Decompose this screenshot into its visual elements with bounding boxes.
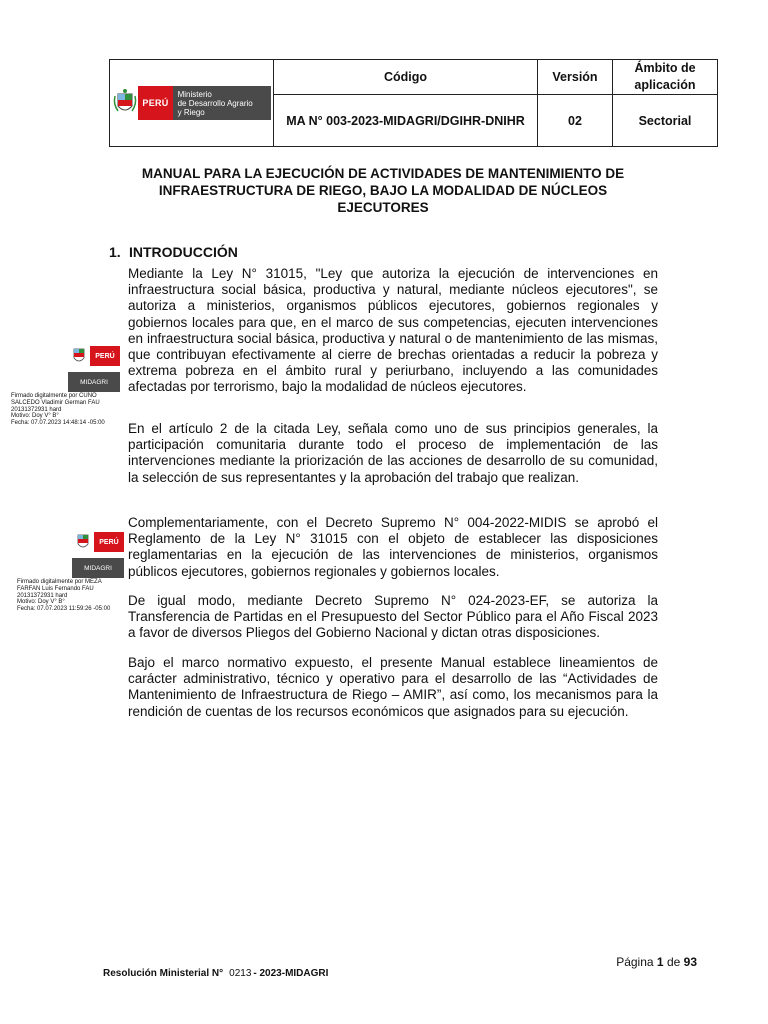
header-table — [109, 59, 718, 147]
entity-label: MIDAGRI — [68, 372, 120, 392]
digital-signature-2 — [17, 579, 129, 613]
title-line: MANUAL PARA LA EJECUCIÓN DE ACTIVIDADES DE MANTENIMIENTO DE — [141, 166, 625, 181]
ministry-name — [173, 86, 271, 120]
version-value: 02 — [538, 95, 613, 147]
page-number — [616, 955, 697, 969]
version-header: Versión — [538, 60, 613, 95]
signature-line: SALCEDO Vladimir German FAU — [11, 399, 100, 406]
resolution-footer — [103, 968, 328, 979]
ministry-line: de Desarrollo Agrario — [177, 98, 253, 108]
signature-line: 20131372931 hard — [17, 592, 68, 599]
page-current: 1 — [656, 955, 664, 969]
peru-label: PERÚ — [90, 346, 120, 366]
document-title — [118, 165, 648, 216]
paragraph-article-2: En el artículo 2 de la citada Ley, señala como uno de sus principios generales, la participación comunitaria durante todo el proceso de implementación de las intervenciones mediante la priorización de las acciones de desarrollo de su comunidad, la selección de sus representantes y la aprobación del trabajo que realizan. — [128, 421, 658, 485]
page-total: 93 — [683, 955, 697, 969]
section-title: INTRODUCCIÓN — [129, 244, 238, 260]
title-line: EJECUTORES — [337, 200, 429, 215]
ministry-logo-cell — [110, 60, 274, 147]
coat-of-arms-icon — [72, 532, 94, 552]
scope-header: Ámbito de aplicación — [613, 60, 718, 95]
coat-of-arms-icon — [112, 86, 138, 120]
signature-line: 20131372931 hard — [11, 406, 62, 413]
signature-line: Motivo: Doy V° B° — [17, 599, 65, 606]
paragraph-decree-004: Complementariamente, con el Decreto Supremo N° 004-2022-MIDIS se aprobó el Reglamento de la Ley N° 31015 con el objeto de establecer las disposiciones reglamentarias en la ejecución de las intervenciones de ministerios, organismos públicos ejecutores, gobiernos regionales y gobiernos locales. — [128, 515, 658, 579]
section-number: 1. — [109, 244, 121, 260]
page-of: de — [666, 955, 681, 969]
section-heading — [109, 244, 238, 260]
signature-line: Motivo: Doy V° B° — [11, 413, 59, 420]
coat-of-arms-icon — [68, 346, 90, 366]
paragraph-intro: Mediante la Ley N° 31015, "Ley que autoriza la ejecución de intervenciones en infraestructura social básica, productiva y natural, mediante núcleos ejecutores", se autoriza a ministerios, organismos públicos ejecutores, gobiernos regionales y gobiernos locales para que, en el marco de sus competencias, ejecuten intervenciones en infraestructura social básica, productiva y natural o de mantenimiento de las mismas, que contribuyan efectivamente al cierre de brechas orientadas a reducir la pobreza y extrema pobreza en el ámbito rural y periurbano, incluyendo a las comunidades afectadas por terrorismo, bajo la modalidad de núcleos ejecutores. — [128, 266, 658, 395]
paragraph-decree-024: De igual modo, mediante Decreto Supremo N° 024-2023-EF, se autoriza la Transferencia de Partidas en el Presupuesto del Sector Público para el Año Fiscal 2023 a favor de diversos Pliegos del Gobierno Nacional y dictan otras disposiciones. — [128, 593, 658, 641]
peru-label: PERÚ — [138, 86, 172, 120]
signature-line: Firmado digitalmente por CUNO — [11, 393, 97, 399]
ministry-line: y Riego — [177, 107, 205, 117]
ministry-logo — [113, 60, 270, 146]
entity-label: MIDAGRI — [72, 558, 124, 578]
signature-line: FARFAN Luis Fernando FAU — [17, 585, 94, 592]
digital-signature-1 — [11, 393, 123, 427]
resolution-label: Resolución Ministerial N° — [103, 968, 224, 979]
resolution-number: 0213 — [229, 968, 252, 979]
title-line: INFRAESTRUCTURA DE RIEGO, BAJO LA MODALIDAD DE NÚCLEOS — [158, 183, 608, 198]
signature-line: Fecha: 07.07.2023 11:59:26 -05:00 — [17, 606, 111, 613]
peru-label: PERÚ — [94, 532, 124, 552]
signature-line: Fecha: 07.07.2023 14:48:14 -05:00 — [11, 420, 105, 427]
ministry-line: Ministerio — [177, 89, 212, 99]
code-header: Código — [274, 60, 538, 95]
page-prefix: Página — [616, 955, 654, 969]
signature-line: Firmado digitalmente por MEZA — [17, 579, 102, 585]
scope-value: Sectorial — [613, 95, 718, 147]
signature-stamp-logo — [68, 346, 120, 394]
resolution-suffix: - 2023-MIDAGRI — [253, 968, 329, 979]
signature-stamp-logo — [72, 532, 124, 580]
code-value: MA N° 003-2023-MIDAGRI/DGIHR-DNIHR — [274, 95, 538, 147]
paragraph-framework: Bajo el marco normativo expuesto, el presente Manual establece lineamientos de carácter administrativo, técnico y operativo para el desarrollo de las “Actividades de Mantenimiento de Infraestructura de Riego – AMIR”, así como, los mecanismos para la rendición de cuentas de los recursos económicos que asignados para su ejecución. — [128, 655, 658, 719]
